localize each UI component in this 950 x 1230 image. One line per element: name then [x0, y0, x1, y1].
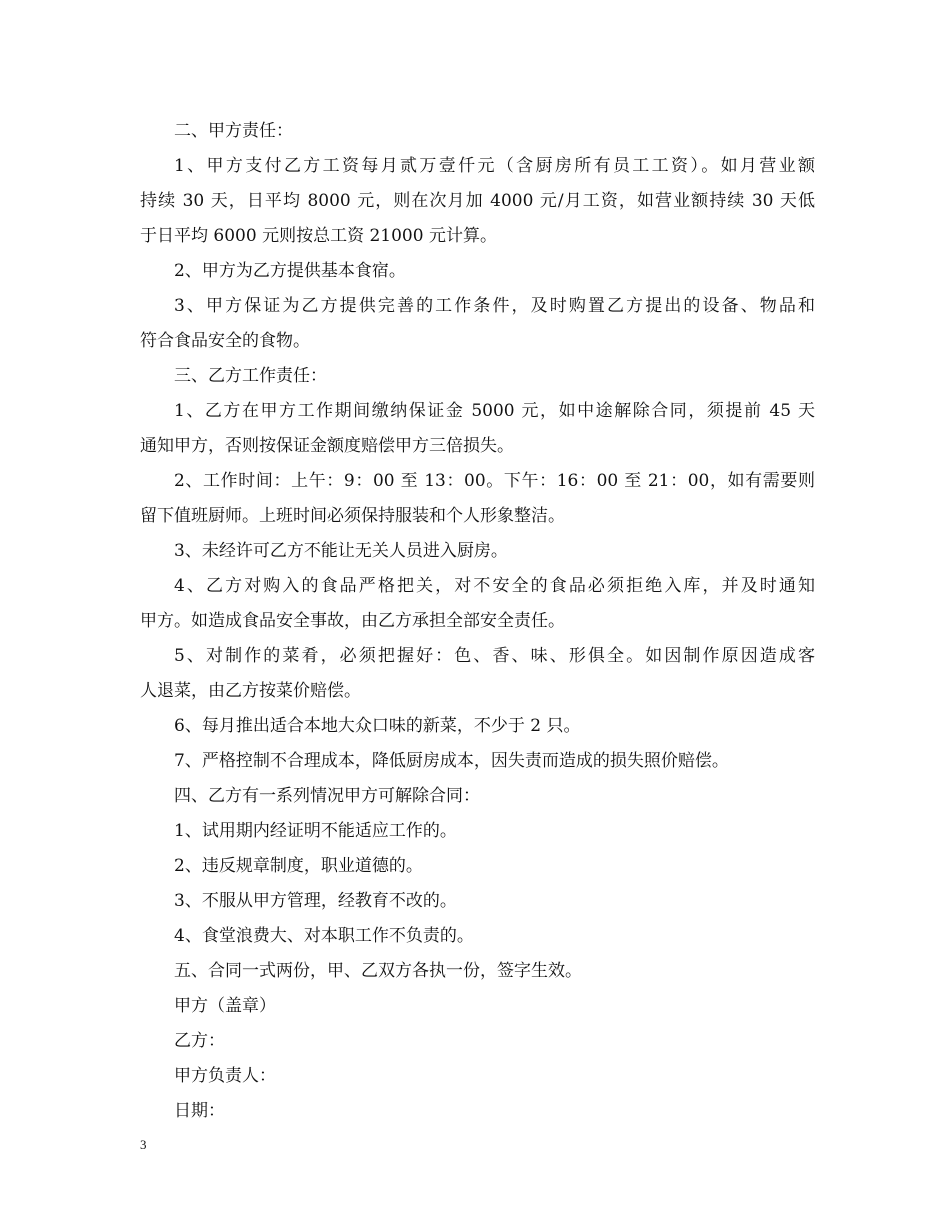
paragraph-line: 1、甲方支付乙方工资每月贰万壹仟元（含厨房所有员工工资）。如月营业额 — [174, 156, 815, 176]
paragraph-line: 人退菜，由乙方按菜价赔偿。 — [140, 681, 361, 701]
list-item: 1、试用期内经证明不能适应工作的。 — [174, 821, 457, 841]
paragraph-line: 1、乙方在甲方工作期间缴纳保证金 5000 元，如中途解除合同，须提前 45 天 — [174, 401, 815, 421]
paragraph-line: 3、甲方保证为乙方提供完善的工作条件，及时购置乙方提出的设备、物品和 — [174, 296, 815, 316]
paragraph-line: 6、每月推出适合本地大众口味的新菜，不少于 2 只。 — [174, 716, 581, 736]
signature-party-b: 乙方： — [174, 1031, 225, 1051]
paragraph-line: 7、严格控制不合理成本，降低厨房成本，因失责而造成的损失照价赔偿。 — [174, 751, 729, 771]
paragraph-line: 3、未经许可乙方不能让无关人员进入厨房。 — [174, 541, 508, 561]
section-heading-termination: 四、乙方有一系列情况甲方可解除合同： — [174, 786, 480, 806]
paragraph-line: 于日平均 6000 元则按总工资 21000 元计算。 — [140, 226, 497, 246]
paragraph-line: 甲方。如造成食品安全事故，由乙方承担全部安全责任。 — [140, 611, 565, 631]
list-item: 4、食堂浪费大、对本职工作不负责的。 — [174, 926, 474, 946]
page-number: 3 — [140, 1137, 147, 1152]
paragraph-line: 2、甲方为乙方提供基本食宿。 — [174, 261, 406, 281]
list-item: 3、不服从甲方管理，经教育不改的。 — [174, 891, 457, 911]
paragraph-line: 持续 30 天，日平均 8000 元，则在次月加 4000 元/月工资，如营业额持续 30 天低 — [140, 191, 815, 211]
paragraph-line: 留下值班厨师。上班时间必须保持服装和个人形象整洁。 — [140, 506, 565, 526]
list-item: 2、违反规章制度，职业道德的。 — [174, 856, 423, 876]
signature-date: 日期： — [174, 1101, 225, 1121]
paragraph-line: 通知甲方，否则按保证金额度赔偿甲方三倍损失。 — [140, 436, 514, 456]
signature-party-a-manager: 甲方负责人： — [174, 1066, 276, 1086]
section-heading-party-a: 二、甲方责任： — [174, 121, 293, 141]
paragraph-line: 4、乙方对购入的食品严格把关，对不安全的食品必须拒绝入库，并及时通知 — [174, 576, 815, 596]
paragraph-line: 5、对制作的菜肴，必须把握好：色、香、味、形俱全。如因制作原因造成客 — [174, 646, 815, 666]
paragraph-line: 符合食品安全的食物。 — [140, 331, 310, 351]
section-heading-copies: 五、合同一式两份，甲、乙双方各执一份，签字生效。 — [174, 961, 582, 981]
paragraph-line: 2、工作时间：上午：9：00 至 13：00。下午：16：00 至 21：00，如有需要则 — [174, 471, 815, 491]
section-heading-party-b: 三、乙方工作责任： — [174, 366, 327, 386]
signature-party-a: 甲方（盖章） — [174, 996, 276, 1016]
